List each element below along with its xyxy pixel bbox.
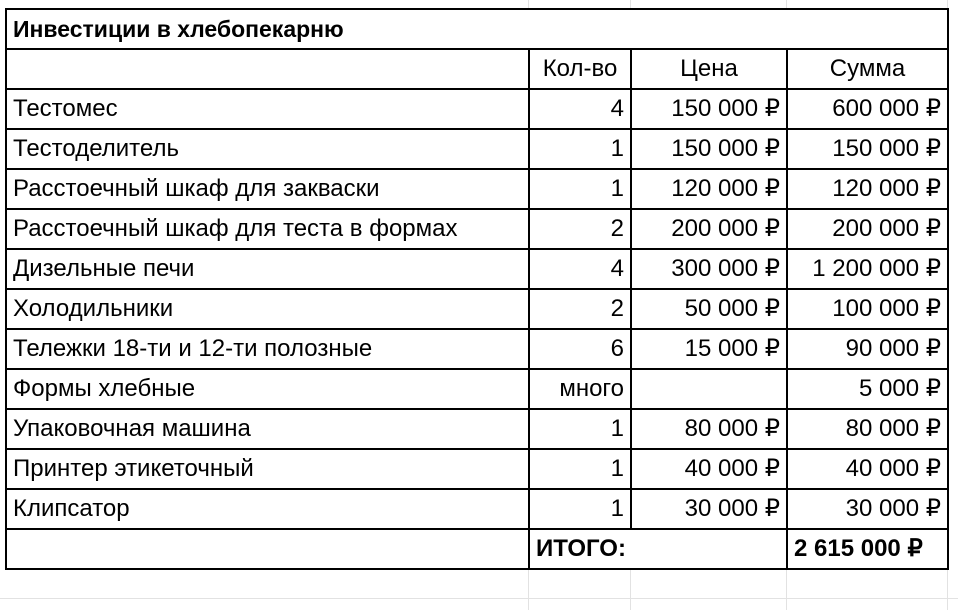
item-name-cell[interactable]: Клипсатор [6,489,529,529]
item-name-cell[interactable]: Принтер этикеточный [6,449,529,489]
item-name-cell[interactable]: Расстоечный шкаф для теста в формах [6,209,529,249]
title-row [6,9,948,49]
total-label-cell[interactable]: ИТОГО: [529,529,787,569]
item-qty-cell[interactable]: 4 [529,249,631,289]
item-name-cell[interactable]: Формы хлебные [6,369,529,409]
investment-table [5,8,949,570]
item-qty-cell[interactable]: 2 [529,209,631,249]
header-sum-cell[interactable]: Сумма [787,49,948,89]
item-name-cell[interactable]: Тестоделитель [6,129,529,169]
item-sum-cell[interactable]: 150 000 ₽ [787,129,948,169]
item-sum-cell[interactable]: 120 000 ₽ [787,169,948,209]
table-row [6,369,948,409]
item-sum-cell[interactable]: 5 000 ₽ [787,369,948,409]
item-name-cell[interactable]: Тележки 18-ти и 12-ти полозные [6,329,529,369]
item-name-cell[interactable]: Расстоечный шкаф для закваски [6,169,529,209]
item-sum-cell[interactable]: 90 000 ₽ [787,329,948,369]
item-sum-cell[interactable]: 80 000 ₽ [787,409,948,449]
total-sum-cell[interactable]: 2 615 000 ₽ [787,529,948,569]
item-price-cell[interactable]: 150 000 ₽ [631,89,787,129]
table-row [6,129,948,169]
table-row [6,329,948,369]
header-row [6,49,948,89]
header-qty-cell[interactable]: Кол-во [529,49,631,89]
table-row [6,449,948,489]
item-sum-cell[interactable]: 100 000 ₽ [787,289,948,329]
item-price-cell[interactable]: 120 000 ₽ [631,169,787,209]
header-price-cell[interactable]: Цена [631,49,787,89]
table-row [6,489,948,529]
table-title[interactable]: Инвестиции в хлебопекарню [6,9,948,49]
item-qty-cell[interactable]: 1 [529,129,631,169]
item-qty-cell[interactable]: 1 [529,409,631,449]
item-name-cell[interactable]: Тестомес [6,89,529,129]
table-row [6,209,948,249]
item-sum-cell[interactable]: 600 000 ₽ [787,89,948,129]
item-name-cell[interactable]: Упаковочная машина [6,409,529,449]
item-price-cell[interactable]: 150 000 ₽ [631,129,787,169]
item-qty-cell[interactable]: много [529,369,631,409]
item-name-cell[interactable]: Дизельные печи [6,249,529,289]
item-price-cell[interactable] [631,369,787,409]
item-sum-cell[interactable]: 30 000 ₽ [787,489,948,529]
item-qty-cell[interactable]: 1 [529,449,631,489]
item-price-cell[interactable]: 80 000 ₽ [631,409,787,449]
table-row [6,289,948,329]
table-row [6,249,948,289]
item-qty-cell[interactable]: 4 [529,89,631,129]
total-row [6,529,948,569]
item-price-cell[interactable]: 200 000 ₽ [631,209,787,249]
item-price-cell[interactable]: 50 000 ₽ [631,289,787,329]
total-empty-cell[interactable] [6,529,529,569]
item-qty-cell[interactable]: 1 [529,169,631,209]
item-sum-cell[interactable]: 1 200 000 ₽ [787,249,948,289]
item-price-cell[interactable]: 40 000 ₽ [631,449,787,489]
item-name-cell[interactable]: Холодильники [6,289,529,329]
item-qty-cell[interactable]: 2 [529,289,631,329]
table-row [6,409,948,449]
header-name-cell[interactable] [6,49,529,89]
item-sum-cell[interactable]: 200 000 ₽ [787,209,948,249]
item-sum-cell[interactable]: 40 000 ₽ [787,449,948,489]
table-row [6,169,948,209]
table-row [6,89,948,129]
item-price-cell[interactable]: 300 000 ₽ [631,249,787,289]
item-price-cell[interactable]: 15 000 ₽ [631,329,787,369]
item-qty-cell[interactable]: 6 [529,329,631,369]
item-price-cell[interactable]: 30 000 ₽ [631,489,787,529]
item-qty-cell[interactable]: 1 [529,489,631,529]
